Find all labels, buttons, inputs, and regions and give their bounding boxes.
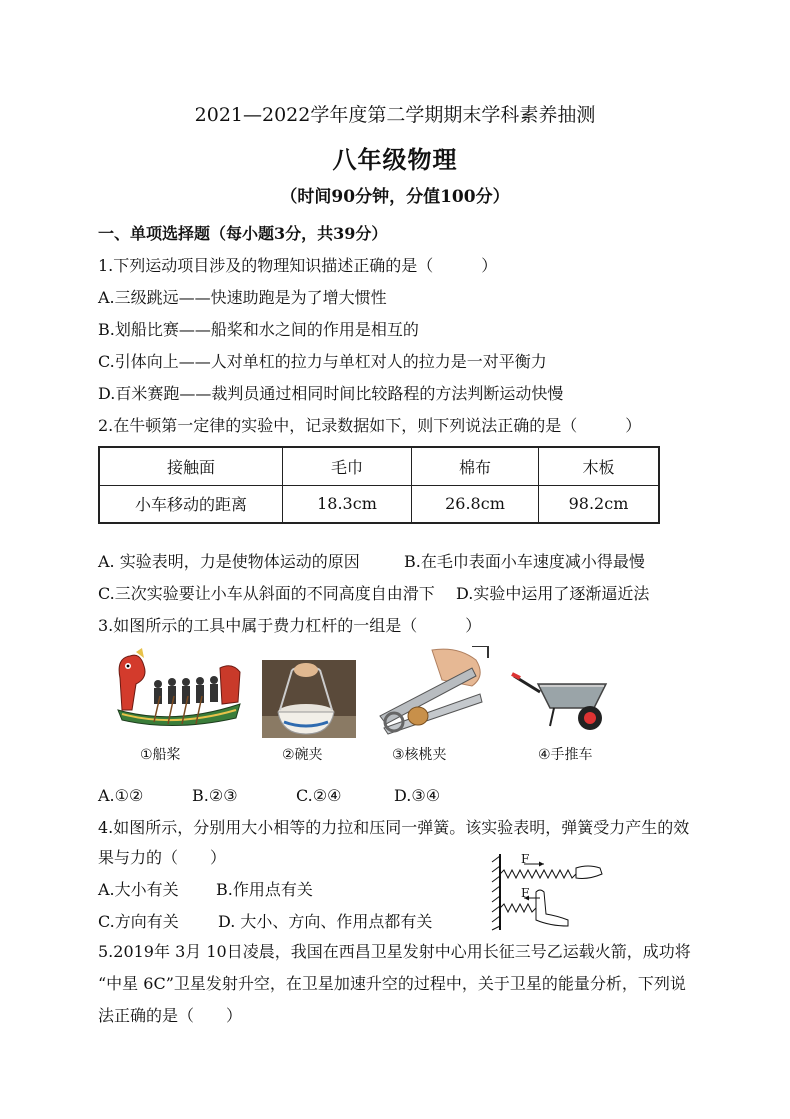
question-4-option-a: A.大小有关 (98, 880, 179, 899)
question-3-option-a: A.①② (98, 786, 144, 805)
table-header-cell: 毛巾 (283, 447, 412, 485)
question-5-stem-line2: “中星 6C”卫星发射升空，在卫星加速升空的过程中，关于卫星的能量分析，下列说 (98, 974, 686, 993)
question-3-option-d: D.③④ (394, 786, 441, 805)
table-cell: 18.3cm (283, 485, 412, 523)
question-1-option-b: B.划船比赛——船桨和水之间的作用是相互的 (98, 320, 419, 339)
exam-time-score: （时间90分钟，分值100分） (280, 187, 510, 207)
subject-title: 八年级物理 (332, 145, 458, 174)
question-1-stem: 1.下列运动项目涉及的物理知识描述正确的是（ ） (98, 256, 498, 275)
question-1-option-d: D.百米赛跑——裁判员通过相同时间比较路程的方法判断运动快慢 (98, 384, 564, 403)
figure-4-caption: ④手推车 (538, 747, 593, 763)
question-2-stem: 2.在牛顿第一定律的实验中，记录数据如下，则下列说法正确的是（ ） (98, 416, 642, 435)
figure-1-caption: ①船桨 (140, 747, 181, 763)
dragon-boat-image (114, 648, 246, 730)
question-3-option-c: C.②④ (296, 786, 342, 805)
table-row (99, 485, 659, 523)
question-3-option-b: B.②③ (192, 786, 238, 805)
table-header-row (99, 447, 659, 485)
question-2-option-d: D.实验中运用了逐渐逼近法 (456, 584, 650, 603)
question-1-option-a: A.三级跳远——快速助跑是为了增大惯性 (98, 288, 387, 307)
table-header-cell: 棉布 (412, 447, 539, 485)
wheelbarrow-image (510, 664, 614, 732)
figure-3-caption: ③核桃夹 (392, 747, 447, 763)
question-2-option-b: B.在毛巾表面小车速度减小得最慢 (404, 552, 645, 571)
spring-force-diagram (488, 852, 608, 932)
table-cell: 小车移动的距离 (99, 485, 283, 523)
table-header-cell: 接触面 (99, 447, 283, 485)
question-3-stem: 3.如图所示的工具中属于费力杠杆的一组是（ ） (98, 616, 482, 635)
table-header-cell: 木板 (539, 447, 660, 485)
question-4-option-c: C.方向有关 (98, 912, 179, 931)
question-4-stem-line1: 4.如图所示，分别用大小相等的力拉和压同一弹簧。该实验表明，弹簧受力产生的效 (98, 818, 690, 837)
exam-title: 2021—2022学年度第二学期期末学科素养抽测 (194, 104, 596, 126)
question-4-option-b: B.作用点有关 (216, 880, 313, 899)
force-label-top: F (521, 852, 530, 866)
section-title: 一、单项选择题（每小题3分，共39分） (98, 224, 388, 243)
question-5-stem-line1: 5.2019年 3月 10日凌晨，我国在西昌卫星发射中心用长征三号乙运载火箭，成功将 (98, 942, 691, 961)
question-2-option-a: A. 实验表明，力是使物体运动的原因 (98, 552, 360, 571)
data-table (98, 446, 660, 524)
question-2-option-c: C.三次实验要让小车从斜面的不同高度自由滑下 (98, 584, 435, 603)
nutcracker-image (372, 646, 490, 738)
question-4-option-d: D. 大小、方向、作用点都有关 (218, 912, 433, 931)
table-cell: 26.8cm (412, 485, 539, 523)
question-4-stem-line2: 果与力的（ ） (98, 848, 227, 867)
force-label-bottom: F (521, 886, 530, 900)
figure-2-caption: ②碗夹 (282, 747, 323, 763)
question-1-option-c: C.引体向上——人对单杠的拉力与单杠对人的拉力是一对平衡力 (98, 352, 547, 371)
bowl-clamp-image (262, 660, 356, 738)
table-cell: 98.2cm (539, 485, 660, 523)
question-5-stem-line3: 法正确的是（ ） (98, 1006, 243, 1025)
